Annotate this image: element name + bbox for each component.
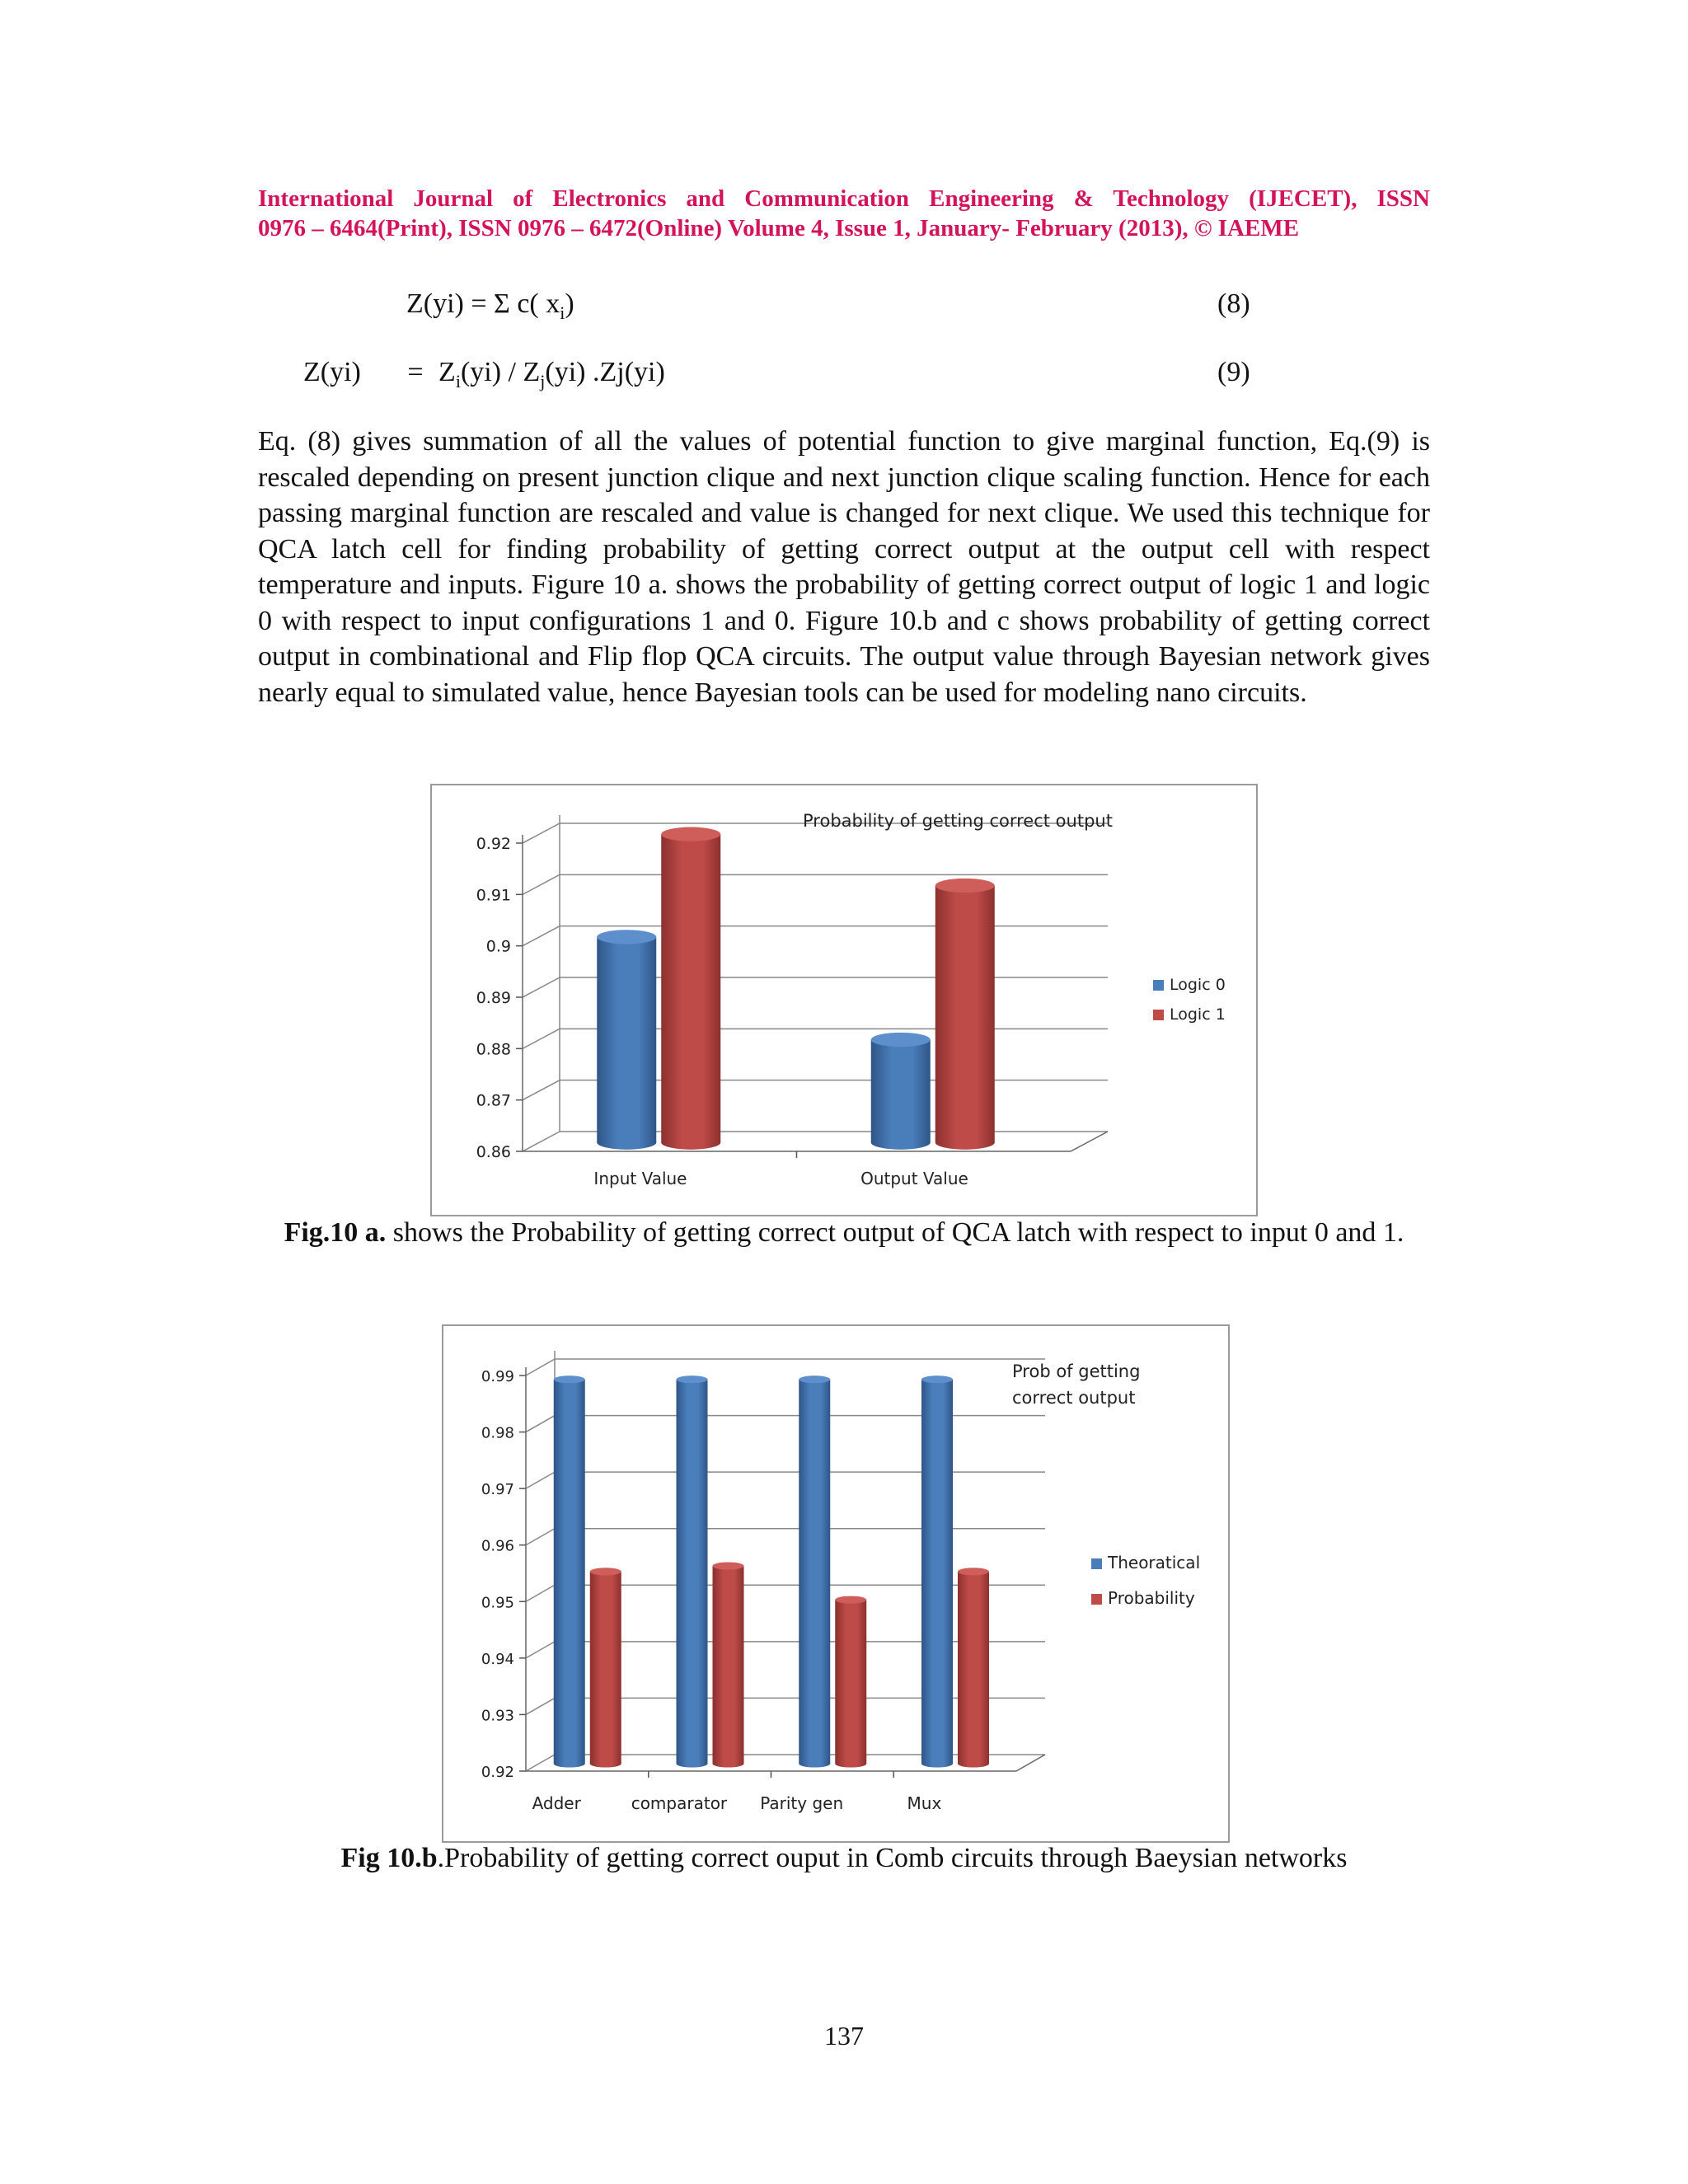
bar-base [958, 1760, 989, 1767]
bar-base [713, 1760, 744, 1767]
x-tick-label: Input Value [593, 1169, 687, 1188]
y-tick-label: 0.86 [476, 1143, 511, 1161]
eq9-lhs: Z(yi) [303, 357, 361, 387]
gridline-side [523, 1080, 560, 1100]
equation-8 [406, 288, 574, 330]
bar-logic-0 [871, 1040, 931, 1143]
bar-probability [835, 1600, 866, 1764]
legend-swatch [1091, 1594, 1102, 1605]
figure-10a-caption [258, 1215, 1430, 1250]
bar-base [835, 1760, 866, 1767]
header-line-1: International Journal of Electronics and Communication Engineering & Technology (IJECET), ISSN [258, 185, 1430, 212]
chart-title: Probability of getting correct output [803, 811, 1113, 831]
bar-base [935, 1136, 995, 1150]
gridline-side [523, 977, 560, 997]
y-tick-label: 0.91 [476, 886, 511, 905]
gridline-side [526, 1755, 555, 1771]
bar-base [799, 1760, 830, 1767]
bar-base [661, 1136, 720, 1150]
legend-label: Logic 0 [1170, 976, 1226, 994]
bar-theoratical [921, 1380, 953, 1764]
bar-theoratical [554, 1380, 585, 1764]
header-line-2: 0976 – 6464(Print), ISSN 0976 – 6472(Online) Volume 4, Issue 1, January- February (2013), © IAEME [258, 215, 1300, 241]
figure-10b-caption-label: Fig 10.b [340, 1843, 438, 1873]
x-tick-label: Parity gen [760, 1793, 844, 1813]
eq9-t2: (yi) / Z [460, 357, 541, 387]
y-tick-label: 0.93 [481, 1707, 514, 1725]
y-tick-label: 0.89 [476, 989, 511, 1007]
bar-probability [713, 1566, 744, 1764]
bar-logic-1 [935, 886, 995, 1143]
gridline-side [523, 1132, 560, 1151]
page-number: 137 [824, 2021, 864, 2050]
gridline-side [526, 1472, 555, 1488]
bar-top [958, 1568, 989, 1575]
bar-probability [958, 1572, 989, 1764]
figure-10b-caption [258, 1840, 1430, 1876]
legend-label: Logic 1 [1170, 1005, 1226, 1024]
y-tick-label: 0.87 [476, 1091, 511, 1110]
x-axis-depth [1016, 1755, 1045, 1771]
bar-logic-1 [661, 834, 720, 1142]
legend-label: Probability [1108, 1588, 1195, 1608]
bar-top [661, 827, 720, 841]
y-tick-label: 0.98 [481, 1424, 514, 1442]
bar-base [597, 1136, 656, 1150]
gridline-side [526, 1529, 555, 1545]
bar-top [713, 1562, 744, 1569]
x-tick-label: Adder [532, 1793, 581, 1813]
eq9-s1: i [455, 370, 461, 391]
bar-base [554, 1760, 585, 1767]
gridline-side [526, 1698, 555, 1714]
bar-base [677, 1760, 708, 1767]
y-tick-label: 0.97 [481, 1481, 514, 1499]
bar-base [590, 1760, 621, 1767]
chart-title-line: Prob of getting [1012, 1361, 1141, 1381]
gridline-side [526, 1585, 555, 1601]
bar-base [921, 1760, 953, 1767]
bar-top [921, 1376, 953, 1383]
gridline-side [523, 1029, 560, 1048]
bar-top [871, 1033, 931, 1047]
gridline-side [526, 1359, 555, 1376]
figure-10b [442, 1324, 1230, 1843]
bar-top [799, 1376, 830, 1383]
gridline-side [523, 926, 560, 946]
eq8-rest: = Σ c( x [463, 288, 560, 319]
bar-top [835, 1596, 866, 1604]
body-paragraph: Eq. (8) gives summation of all the values of potential function to give marginal function, Eq.(9) is rescaled depending on present junction clique and next junction clique scaling function. Hence for each passing marginal function are rescaled and value is changed for next clique. We used this technique for QCA latch cell for finding probability of getting correct output at the output cell with respect temperature and inputs. Figure 10 a. shows the probability of getting correct output of logic 1 and logic 0 with respect to input configurations 1 and 0. Figure 10.b and c shows probability of getting correct output in combinational and Flip flop QCA circuits. The output value through Bayesian network gives nearly equal to simulated value, hence Bayesian tools can be used for modeling nano circuits. [258, 426, 1430, 708]
bar-top [677, 1376, 708, 1383]
y-tick-label: 0.94 [481, 1650, 514, 1668]
bar-base [871, 1136, 931, 1150]
legend-swatch [1153, 1010, 1164, 1020]
legend-swatch [1153, 980, 1164, 991]
gridline-side [523, 823, 560, 843]
equation-9 [303, 356, 665, 398]
y-tick-label: 0.9 [485, 937, 511, 956]
y-tick-label: 0.88 [476, 1040, 511, 1059]
eq9-t1: Z [438, 357, 456, 387]
figure-10a-caption-label: Fig.10 a. [284, 1217, 387, 1248]
bar-probability [590, 1572, 621, 1764]
x-tick-label: Output Value [860, 1169, 968, 1188]
chart-10b [443, 1326, 1228, 1841]
gridline-side [526, 1416, 555, 1432]
eq9-s2: j [540, 370, 546, 391]
x-tick-label: comparator [631, 1793, 728, 1813]
bar-top [590, 1568, 621, 1575]
bar-top [935, 879, 995, 893]
gridline-side [523, 874, 560, 894]
x-axis-depth [1071, 1132, 1108, 1151]
eq9-eqsign: = [407, 357, 424, 387]
bar-top [597, 930, 656, 944]
eq8-lhs: Z(yi) [406, 288, 464, 319]
bar-top [554, 1376, 585, 1383]
figure-10a-caption-text: shows the Probability of getting correct output of QCA latch with respect to input 0 and 1. [386, 1217, 1404, 1248]
figure-10a [430, 784, 1258, 1216]
x-tick-label: Mux [907, 1793, 942, 1813]
eq8-sub: i [560, 302, 565, 323]
y-tick-label: 0.99 [481, 1368, 514, 1385]
equation-8-number: (8) [1217, 288, 1250, 319]
eq8-end: ) [565, 288, 574, 319]
y-tick-label: 0.95 [481, 1594, 514, 1612]
bar-theoratical [799, 1380, 830, 1764]
equation-9-number: (9) [1217, 357, 1250, 387]
legend-swatch [1091, 1558, 1102, 1569]
legend-label: Theoratical [1108, 1553, 1201, 1572]
y-tick-label: 0.96 [481, 1537, 514, 1555]
gridline-side [526, 1642, 555, 1658]
journal-header [258, 184, 1430, 243]
figure-10b-caption-text: .Probability of getting correct ouput in Comb circuits through Baeysian networks [437, 1843, 1348, 1873]
bar-theoratical [677, 1380, 708, 1764]
y-tick-label: 0.92 [481, 1764, 514, 1781]
chart-10a [432, 785, 1256, 1215]
bar-logic-0 [597, 937, 656, 1142]
y-tick-label: 0.92 [476, 835, 511, 853]
chart-title-line: correct output [1012, 1388, 1136, 1408]
eq9-t3: (yi) .Zj(yi) [545, 357, 665, 387]
